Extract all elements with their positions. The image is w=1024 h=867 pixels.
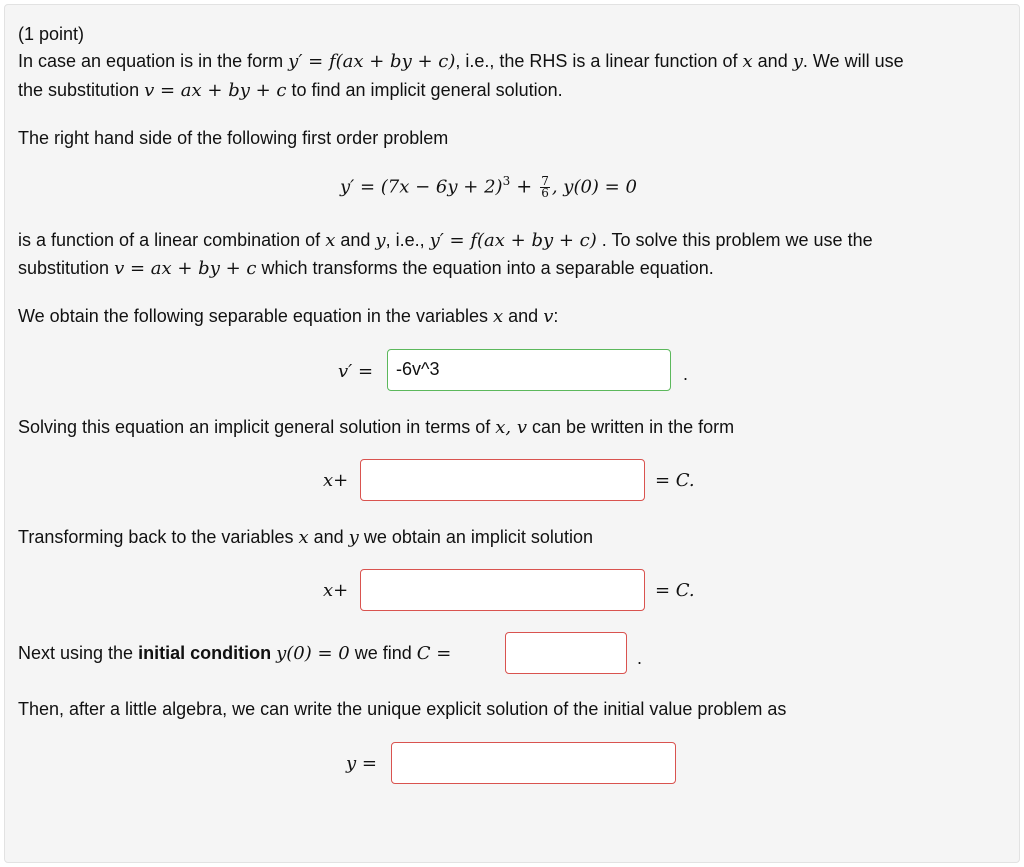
equation-plus: + bbox=[510, 175, 539, 198]
combo-line-2 bbox=[18, 257, 714, 280]
fraction-denominator: 6 bbox=[541, 185, 549, 200]
implicit-text: Solving this equation an implicit general solution in terms of bbox=[18, 417, 496, 437]
var-x: x bbox=[325, 230, 336, 251]
intro-text: the substitution bbox=[18, 80, 145, 100]
separable-text: We obtain the following separable equation in the variables bbox=[18, 306, 493, 326]
var-y: y bbox=[375, 230, 386, 251]
initial-text: we find bbox=[349, 643, 417, 663]
separable-label-text: v′ = bbox=[338, 361, 374, 382]
points-label: (1 point) bbox=[18, 24, 85, 44]
initial-line bbox=[18, 642, 451, 665]
intro-text: and bbox=[752, 51, 793, 71]
separable-answer-input[interactable]: -6v^3 bbox=[387, 349, 671, 391]
implicit-y-answer-input[interactable] bbox=[360, 569, 645, 611]
var-v: v bbox=[543, 306, 554, 327]
implicit-v-rhs bbox=[655, 469, 695, 491]
initial-dot: . bbox=[637, 648, 643, 668]
constant-c-input[interactable] bbox=[505, 632, 627, 674]
problem-lead: The right hand side of the following first order problem bbox=[18, 128, 449, 148]
equation-lhs: y′ = (7x − 6y + 2) bbox=[340, 176, 503, 198]
separable-label bbox=[338, 360, 373, 382]
var-y: y bbox=[348, 527, 359, 548]
implicit-y-lead bbox=[18, 526, 593, 549]
initial-condition: , y(0) = 0 bbox=[551, 176, 637, 198]
combo-text: substitution bbox=[18, 258, 115, 278]
intro-text: to find an implicit general solution. bbox=[286, 80, 563, 100]
combo-text: is a function of a linear combination of bbox=[18, 230, 326, 250]
intro-line-2 bbox=[18, 79, 563, 102]
implicit-v-label bbox=[323, 469, 348, 491]
implicit-v-answer-input[interactable] bbox=[360, 459, 645, 501]
implicit-v-rhs-text: = C. bbox=[655, 470, 695, 491]
fraction-numerator: 7 bbox=[541, 173, 549, 188]
var-x: x bbox=[492, 306, 504, 327]
fraction bbox=[540, 173, 550, 200]
initial-condition-bold: initial condition bbox=[138, 643, 272, 663]
explicit-solution-input[interactable] bbox=[391, 742, 676, 784]
intro-text: In case an equation is in the form bbox=[18, 51, 289, 71]
initial-text: Next using the bbox=[18, 643, 139, 663]
substitution-equation: v = ax + by + c bbox=[144, 80, 287, 101]
problem-equation bbox=[340, 174, 637, 199]
combo-line-1 bbox=[18, 229, 873, 252]
intro-text: . We will use bbox=[802, 51, 904, 71]
equation-exponent: 3 bbox=[502, 174, 511, 188]
c-label: C = bbox=[416, 643, 452, 664]
var-x: x bbox=[298, 527, 309, 548]
final-label bbox=[346, 752, 377, 774]
initial-condition-equation: y(0) = 0 bbox=[276, 643, 350, 664]
substitution-equation: v = ax + by + c bbox=[114, 258, 257, 279]
combo-equation: y′ = f(ax + by + c) bbox=[429, 230, 597, 251]
intro-equation: y′ = f(ax + by + c) bbox=[288, 51, 456, 72]
implicit-y-rhs bbox=[655, 579, 695, 601]
implicit-text: we obtain an implicit solution bbox=[358, 527, 593, 547]
implicit-v-lead bbox=[18, 416, 734, 439]
intro-text: , i.e., the RHS is a linear function of bbox=[455, 51, 743, 71]
combo-text: which transforms the equation into a separable equation. bbox=[256, 258, 714, 278]
intro-line-1 bbox=[18, 50, 904, 73]
implicit-text: can be written in the form bbox=[527, 417, 735, 437]
var-x: x bbox=[742, 51, 753, 72]
implicit-y-label-text: x+ bbox=[323, 580, 349, 601]
combo-text: and bbox=[335, 230, 376, 250]
var-y: y bbox=[792, 51, 803, 72]
separable-dot: . bbox=[683, 364, 689, 384]
separable-lead bbox=[18, 305, 558, 328]
final-label-text: y = bbox=[346, 753, 377, 774]
implicit-y-rhs-text: = C. bbox=[655, 580, 695, 601]
vars-x-v: x, v bbox=[495, 417, 528, 438]
implicit-text: Transforming back to the variables bbox=[18, 527, 299, 547]
implicit-v-label-text: x+ bbox=[323, 470, 349, 491]
separable-text: and bbox=[503, 306, 544, 326]
implicit-text: and bbox=[308, 527, 349, 547]
combo-text: , i.e., bbox=[385, 230, 430, 250]
final-lead: Then, after a little algebra, we can write the unique explicit solution of the initial value problem as bbox=[18, 699, 787, 719]
implicit-y-label bbox=[323, 579, 348, 601]
combo-text: . To solve this problem we use the bbox=[596, 230, 873, 250]
separable-text: : bbox=[553, 306, 559, 326]
